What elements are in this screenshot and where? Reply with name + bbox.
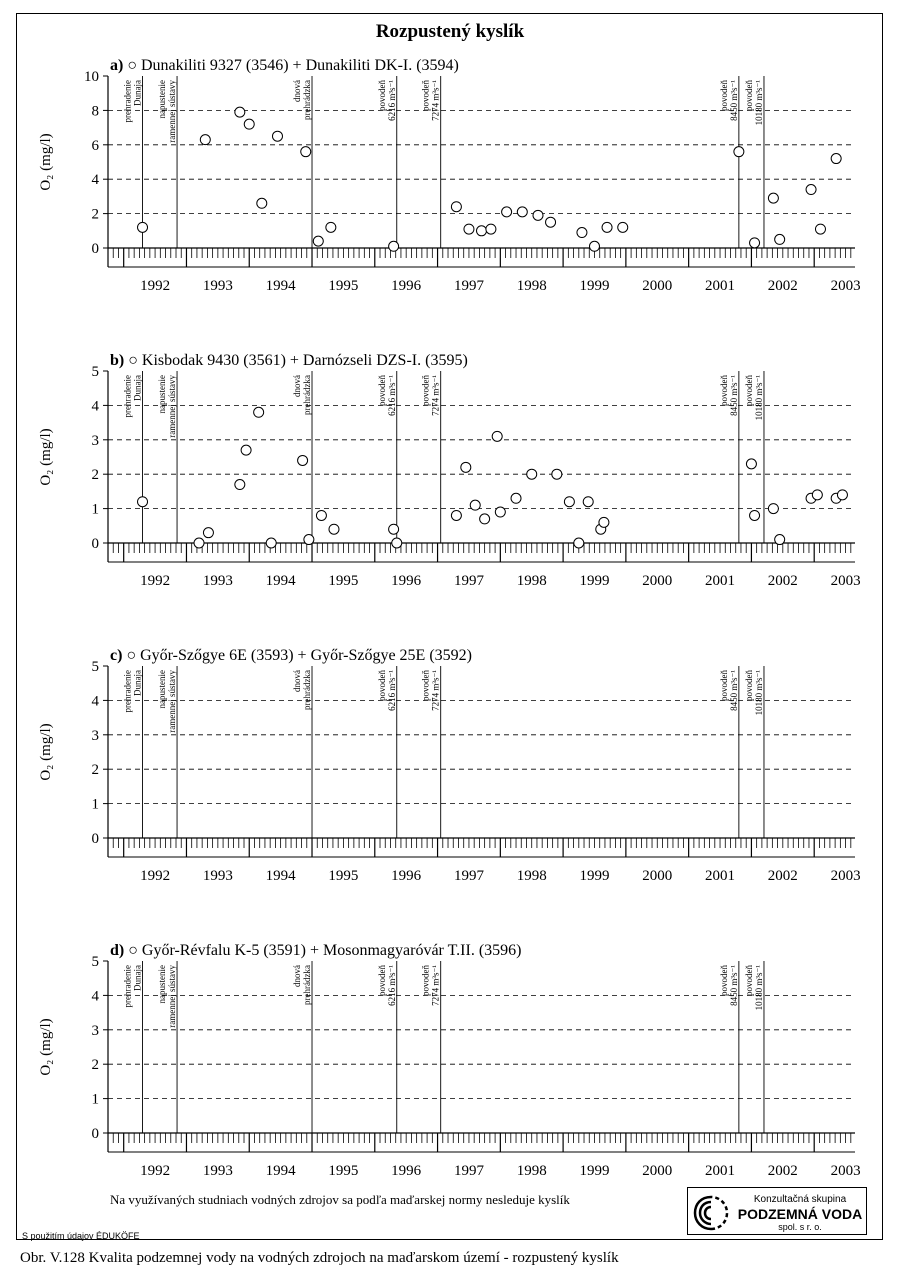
logo-mark-icon [693,1195,729,1231]
y-axis-label: O₂ (mg/l) [38,723,54,781]
data-point [138,222,148,232]
legend-marker-plus: + [293,647,311,664]
x-tick-label: 2000 [642,573,673,589]
x-tick-label: 2002 [767,1163,798,1179]
legend-entry: Kisbodak 9430 (3561) [141,352,286,369]
x-tick-label: 1996 [391,868,422,884]
event-annotation: prehrádzka [302,80,313,120]
x-tick-label: 2002 [767,573,798,589]
logo-top-text: Konzultačná skupina [753,1194,847,1205]
event-annotation: ramennej sústavy [167,670,178,733]
data-point [831,154,841,164]
data-point [313,236,323,246]
x-tick-label: 2000 [642,278,673,294]
panel-title [110,57,459,74]
panel-title [110,352,468,369]
event-annotation: 8450 m³s⁻¹ [728,965,739,1006]
logo-main-text: PODZEMNÁ VODA [737,1206,863,1222]
x-tick-label: 1992 [140,1163,171,1179]
data-point [257,198,267,208]
event-annotation: 8450 m³s⁻¹ [728,80,739,121]
y-tick-label: 4 [91,988,99,1005]
data-point [301,147,311,157]
logo-sub-text: spol. s r. o. [778,1222,822,1232]
company-logo [687,1187,867,1235]
data-point [546,217,556,227]
data-point [451,202,461,212]
data-point [480,514,490,524]
data-point [464,224,474,234]
event-annotation: povodeň [420,670,431,701]
data-point [316,510,326,520]
y-tick-label: 5 [91,954,99,970]
event-annotation: prehrádzka [302,965,313,1005]
event-annotation: Dunaja [132,965,143,991]
x-tick-label: 1992 [140,278,171,294]
x-tick-label: 1994 [265,278,296,294]
x-tick-label: 1997 [453,1163,484,1179]
x-tick-label: 1998 [516,1163,547,1179]
data-point [589,241,599,251]
event-annotation: dnová [292,965,303,987]
event-annotation: povodeň [718,670,729,701]
y-tick-label: 0 [91,1126,99,1142]
x-tick-label: 2002 [767,868,798,884]
panel-letter: c) [110,647,127,664]
x-tick-label: 1994 [265,1163,296,1179]
legend-entry: Győr-Szőgye 6E (3593) [140,647,294,664]
x-tick-label: 2003 [830,1163,861,1179]
data-point [304,535,314,545]
x-tick-label: 2001 [705,1163,736,1179]
legend-entry: Győr-Révfalu K-5 (3591) [141,942,306,959]
event-annotation: prehradenie [122,80,133,123]
event-annotation: 7274 m³s⁻¹ [430,670,441,711]
event-annotation: Dunaja [132,670,143,696]
data-point [734,147,744,157]
event-annotation: napustenie [157,670,168,709]
data-point [244,119,254,129]
x-tick-label: 1993 [202,278,233,294]
data-point [389,241,399,251]
y-tick-label: 10 [84,69,99,85]
y-axis-label: O₂ (mg/l) [38,428,54,486]
event-annotation: povodeň [743,670,754,701]
event-annotation: povodeň [420,80,431,111]
event-annotation: povodeň [376,670,387,701]
event-annotation: 7274 m³s⁻¹ [430,965,441,1006]
data-point [235,107,245,117]
x-tick-label: 1995 [328,278,359,294]
event-annotation: povodeň [743,80,754,111]
event-annotation: 7274 m³s⁻¹ [430,80,441,121]
data-point [746,459,756,469]
legend-entry: Mosonmagyaróvár T.II. (3596) [323,942,522,959]
y-tick-label: 4 [91,693,99,710]
y-axis-label: O₂ (mg/l) [38,1018,54,1076]
y-tick-label: 3 [91,727,99,744]
x-tick-label: 1996 [391,573,422,589]
x-tick-label: 2001 [705,868,736,884]
data-point [527,469,537,479]
event-annotation: prehradenie [122,670,133,713]
x-tick-label: 1992 [140,868,171,884]
event-annotation: 6216 m³s⁻¹ [386,965,397,1006]
data-point [602,222,612,232]
data-point [812,490,822,500]
legend-entry: Dunakiliti 9327 (3546) [141,57,289,74]
x-tick-label: 2000 [642,868,673,884]
data-point [517,207,527,217]
panel-letter: b) [110,352,129,369]
data-point [750,238,760,248]
legend-entry: Darnózseli DZS-I. (3595) [302,352,468,369]
event-annotation: povodeň [718,375,729,406]
event-annotation: 10180 m³s⁻¹ [753,670,764,716]
event-annotation: povodeň [376,80,387,111]
x-tick-label: 1993 [202,573,233,589]
data-point [272,131,282,141]
data-point [254,407,264,417]
x-tick-label: 2001 [705,278,736,294]
x-tick-label: 1996 [391,1163,422,1179]
event-annotation: 10180 m³s⁻¹ [753,965,764,1011]
event-annotation: prehradenie [122,965,133,1008]
chart-panel-a [0,45,900,345]
data-point [564,497,574,507]
event-annotation: ramennej sústavy [167,965,178,1028]
data-point [775,234,785,244]
data-point [470,500,480,510]
panel-title [110,647,472,664]
event-annotation: povodeň [376,965,387,996]
y-axis-label: O₂ (mg/l) [38,133,54,191]
event-annotation: dnová [292,670,303,692]
x-tick-label: 1997 [453,573,484,589]
event-annotation: 6216 m³s⁻¹ [386,375,397,416]
chart-panel-d [0,930,900,1230]
x-tick-label: 2003 [830,278,861,294]
data-point [194,538,204,548]
event-annotation: dnová [292,375,303,397]
figure-caption: Obr. V.128 Kvalita podzemnej vody na vodných zdrojoch na maďarskom území - rozpustený kyslík [20,1250,619,1266]
x-tick-label: 2003 [830,868,861,884]
x-tick-label: 1996 [391,278,422,294]
data-point [203,528,213,538]
event-annotation: 8450 m³s⁻¹ [728,375,739,416]
y-tick-label: 2 [91,206,99,223]
data-point [200,135,210,145]
event-annotation: prehrádzka [302,375,313,415]
data-point [533,210,543,220]
panel-letter: d) [110,942,129,959]
x-tick-label: 1999 [579,1163,610,1179]
event-annotation: povodeň [718,80,729,111]
y-tick-label: 5 [91,659,99,675]
data-point [298,455,308,465]
event-annotation: napustenie [157,80,168,119]
data-point [768,504,778,514]
panel-letter: a) [110,57,128,74]
event-annotation: 10180 m³s⁻¹ [753,375,764,421]
legend-marker-plus: + [288,57,306,74]
data-point [241,445,251,455]
data-point [461,462,471,472]
data-point [451,510,461,520]
y-tick-label: 1 [91,501,99,518]
legend-marker-plus: + [285,352,303,369]
data-point [815,224,825,234]
legend-marker-circle: ○ [128,352,142,369]
y-tick-label: 2 [91,1057,99,1074]
y-tick-label: 2 [91,467,99,484]
y-tick-label: 4 [91,172,99,189]
x-tick-label: 1993 [202,1163,233,1179]
data-point [235,480,245,490]
data-point [775,535,785,545]
data-point [486,224,496,234]
legend-marker-circle: ○ [126,647,141,664]
y-tick-label: 0 [91,241,99,257]
panel-title [110,942,521,959]
event-annotation: Dunaja [132,80,143,106]
legend-marker-plus: + [305,942,324,959]
y-tick-label: 0 [91,831,99,847]
data-point [837,490,847,500]
x-tick-label: 1995 [328,573,359,589]
event-annotation: napustenie [157,375,168,414]
data-point [326,222,336,232]
x-tick-label: 1995 [328,1163,359,1179]
x-tick-label: 1992 [140,573,171,589]
data-point [492,431,502,441]
data-point [750,510,760,520]
chart-panel-c [0,635,900,935]
event-annotation: 6216 m³s⁻¹ [386,80,397,121]
y-tick-label: 3 [91,1022,99,1039]
data-point [577,228,587,238]
data-point [511,493,521,503]
x-tick-label: 1997 [453,868,484,884]
x-tick-label: 1993 [202,868,233,884]
x-tick-label: 1994 [265,573,296,589]
x-tick-label: 1999 [579,278,610,294]
event-annotation: prehradenie [122,375,133,418]
event-annotation: povodeň [376,375,387,406]
x-tick-label: 2001 [705,573,736,589]
event-annotation: 7274 m³s⁻¹ [430,375,441,416]
data-point [495,507,505,517]
x-tick-label: 1999 [579,868,610,884]
x-tick-label: 2003 [830,573,861,589]
event-annotation: ramennej sústavy [167,375,178,438]
data-point [392,538,402,548]
data-point [618,222,628,232]
data-point [266,538,276,548]
x-tick-label: 1994 [265,868,296,884]
event-annotation: dnová [292,80,303,102]
event-annotation: povodeň [743,965,754,996]
data-point [389,524,399,534]
event-annotation: povodeň [420,375,431,406]
data-point [329,524,339,534]
x-tick-label: 1995 [328,868,359,884]
y-tick-label: 8 [91,103,99,120]
x-tick-label: 1998 [516,573,547,589]
y-tick-label: 1 [91,1091,99,1108]
data-point [574,538,584,548]
data-point [502,207,512,217]
event-annotation: ramennej sústavy [167,80,178,143]
event-annotation: povodeň [743,375,754,406]
y-tick-label: 0 [91,536,99,552]
legend-entry: Győr-Szőgye 25E (3592) [310,647,472,664]
y-tick-label: 4 [91,398,99,415]
data-point [768,193,778,203]
data-point [599,517,609,527]
data-point [552,469,562,479]
event-annotation: povodeň [420,965,431,996]
y-tick-label: 3 [91,432,99,449]
data-point [806,185,816,195]
x-tick-label: 1999 [579,573,610,589]
y-tick-label: 6 [91,137,99,154]
x-tick-label: 1997 [453,278,484,294]
event-annotation: napustenie [157,965,168,1004]
data-point [477,226,487,236]
footnote: Na využívaných studniach vodných zdrojov sa podľa maďarskej normy nesleduje kyslík [110,1192,570,1207]
legend-marker-circle: ○ [127,57,141,74]
data-point [583,497,593,507]
event-annotation: povodeň [718,965,729,996]
x-tick-label: 2002 [767,278,798,294]
event-annotation: prehrádzka [302,670,313,710]
legend-entry: Dunakiliti DK-I. (3594) [305,57,459,74]
legend-marker-circle: ○ [128,942,142,959]
chart-panel-b [0,340,900,640]
data-point [138,497,148,507]
event-annotation: 8450 m³s⁻¹ [728,670,739,711]
y-tick-label: 2 [91,762,99,779]
page-title: Rozpustený kyslík [375,21,525,42]
event-annotation: 6216 m³s⁻¹ [386,670,397,711]
y-tick-label: 1 [91,796,99,813]
x-tick-label: 2000 [642,1163,673,1179]
event-annotation: Dunaja [132,375,143,401]
y-tick-label: 5 [91,364,99,380]
x-tick-label: 1998 [516,868,547,884]
event-annotation: 10180 m³s⁻¹ [753,80,764,126]
x-tick-label: 1998 [516,278,547,294]
source-note: S použitím údajov ÉDUKÖFE [22,1231,140,1241]
